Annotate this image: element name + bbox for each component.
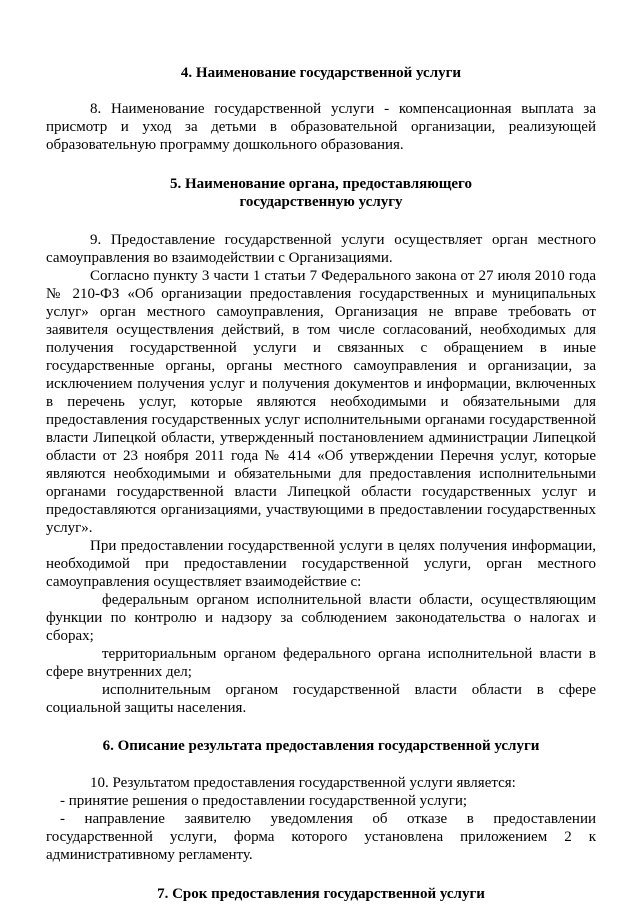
paragraph-9-federal-body: федеральным органом исполнительной власти области, осуществляющим функции по контролю и надзору за соблюдением законодательства о налогах и сборах; [46, 592, 596, 644]
section-5-heading-line2: государственную услугу [239, 194, 403, 210]
paragraph-8: 8. Наименование государственной услуги - компенсационная выплата за присмотр и уход за детьми в образовательной организации, реализующей образовательную программу дошкольного образования. [46, 101, 596, 153]
section-4-heading: 4. Наименование государственной услуги [180, 65, 462, 81]
paragraph-9-social-body: исполнительным органом государственной власти области в сфере социальной защиты населения. [46, 682, 596, 716]
paragraph-9-interaction: При предоставлении государственной услуги в целях получения информации, необходимой при предоставлении государственной услуги, орган местного самоуправления осуществляет взаимодействие с: [46, 538, 596, 590]
section-5-heading-line1: 5. Наименование органа, предоставляющего [170, 176, 472, 192]
paragraph-10-item-2: - направление заявителю уведомления об отказе в предоставлении государственной услуги, форма которого установлена приложением 2 к административному регламенту. [46, 811, 596, 863]
paragraph-9-territorial-body: территориальным органом федерального органа исполнительной власти в сфере внутренних дел; [46, 646, 596, 680]
section-5-heading [46, 175, 596, 211]
section-7-heading: 7. Срок предоставления государственной услуги [157, 886, 485, 902]
paragraph-10-item-1: - принятие решения о предоставлении государственной услуги; [60, 793, 468, 809]
section-6-heading: 6. Описание результата предоставления государственной услуги [102, 738, 540, 754]
paragraph-9-law-reference: Согласно пункту 3 части 1 статьи 7 Федерального закона от 27 июля 2010 года № 210-ФЗ «Об организации предоставления государственных и муниципальных услуг» орган местного самоуправления, Организация не вправе требовать от заявителя осуществления действий, в том числе согласований, необходимых для получения государственной услуги и связанных с обращением в иные государственные органы, органы местного самоуправления и организации, за исключением получения услуг и получения документов и информации, включенных в перечень услуг, которые являются необходимыми и обязательными для предоставления государственных услуг исполнительными органами государственной власти Липецкой области, утвержденный постановлением администрации Липецкой области от 23 ноября 2011 года № 414 «Об утверждении Перечня услуг, которые являются необходимыми и обязательными для предоставления исполнительными органами государственной власти Липецкой области государственных услуг и предоставляются организациями, участвующими в предоставлении государственных услуг». [46, 268, 596, 536]
paragraph-10: 10. Результатом предоставления государственной услуги является: [90, 775, 516, 791]
paragraph-9: 9. Предоставление государственной услуги осуществляет орган местного самоуправления во взаимодействии с Организациями. [46, 232, 596, 266]
